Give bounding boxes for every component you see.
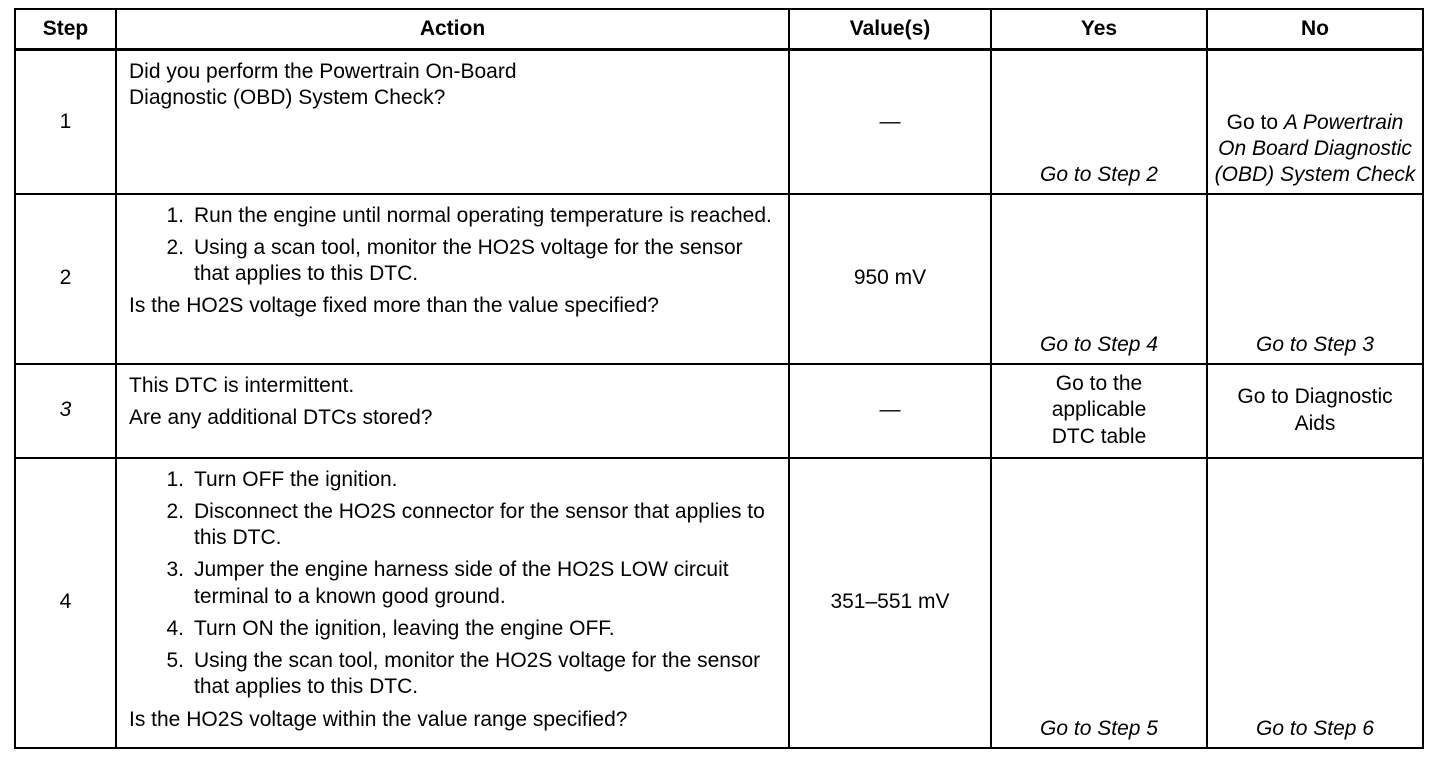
- list-item: 1. Run the engine until normal operating temperature is reached.: [166, 203, 772, 227]
- yes-cell: Go to Step 4: [991, 194, 1207, 364]
- step-number: 4: [15, 458, 116, 748]
- value-cell: 950 mV: [789, 194, 991, 364]
- header-row: [15, 9, 1423, 50]
- value-cell: —: [789, 364, 991, 458]
- action-question: Is the HO2S voltage within the value range specified?: [129, 707, 628, 731]
- table-row: [15, 458, 1423, 748]
- header-step: Step: [15, 9, 116, 50]
- list-item: 3. Jumper the engine harness side of the HO2S LOW circuit terminal to a known good ground.: [166, 558, 729, 608]
- table-row: [15, 364, 1423, 458]
- list-item: 4. Turn ON the ignition, leaving the engine OFF.: [166, 616, 615, 640]
- diagnostic-table: [14, 8, 1424, 749]
- action-cell: [116, 50, 789, 194]
- step-number: 3: [15, 364, 116, 458]
- value-cell: 351–551 mV: [789, 458, 991, 748]
- list-item: 5. Using the scan tool, monitor the HO2S voltage for the sensor that applies to this DTC.: [166, 649, 761, 699]
- list-item: 2. Disconnect the HO2S connector for the sensor that applies to this DTC.: [166, 499, 765, 549]
- step-number: 1: [15, 50, 116, 194]
- action-cell: [116, 194, 789, 364]
- substep-list: [129, 467, 778, 701]
- action-cell: [116, 458, 789, 748]
- no-cell: Go to Step 6: [1207, 458, 1423, 748]
- action-text: This DTC is intermittent.: [129, 373, 355, 397]
- no-cell: Go to Diagnostic Aids: [1207, 364, 1423, 458]
- action-text: Did you perform the Powertrain On-Board Diagnostic (OBD) System Check?: [129, 60, 517, 110]
- no-link-text: A Powertrain On Board Diagnostic (OBD) System Check: [1214, 110, 1416, 187]
- yes-cell: Go to the applicable DTC table: [991, 364, 1207, 458]
- header-yes: Yes: [991, 9, 1207, 50]
- header-action: Action: [116, 9, 789, 50]
- no-cell: [1207, 50, 1423, 194]
- action-cell: [116, 364, 789, 458]
- substep-list: [129, 203, 778, 288]
- yes-cell: Go to Step 2: [991, 50, 1207, 194]
- action-question: Is the HO2S voltage fixed more than the value specified?: [129, 294, 659, 318]
- no-prefix: Go to: [1226, 110, 1284, 134]
- list-item: 2. Using a scan tool, monitor the HO2S voltage for the sensor that applies to this DTC.: [166, 235, 743, 285]
- yes-cell: Go to Step 5: [991, 458, 1207, 748]
- header-values: Value(s): [789, 9, 991, 50]
- table-row: [15, 50, 1423, 194]
- header-no: No: [1207, 9, 1423, 50]
- list-item: 1. Turn OFF the ignition.: [166, 467, 398, 491]
- no-cell: Go to Step 3: [1207, 194, 1423, 364]
- step-number: 2: [15, 194, 116, 364]
- table-row: [15, 194, 1423, 364]
- action-question: Are any additional DTCs stored?: [129, 405, 433, 429]
- value-cell: —: [789, 50, 991, 194]
